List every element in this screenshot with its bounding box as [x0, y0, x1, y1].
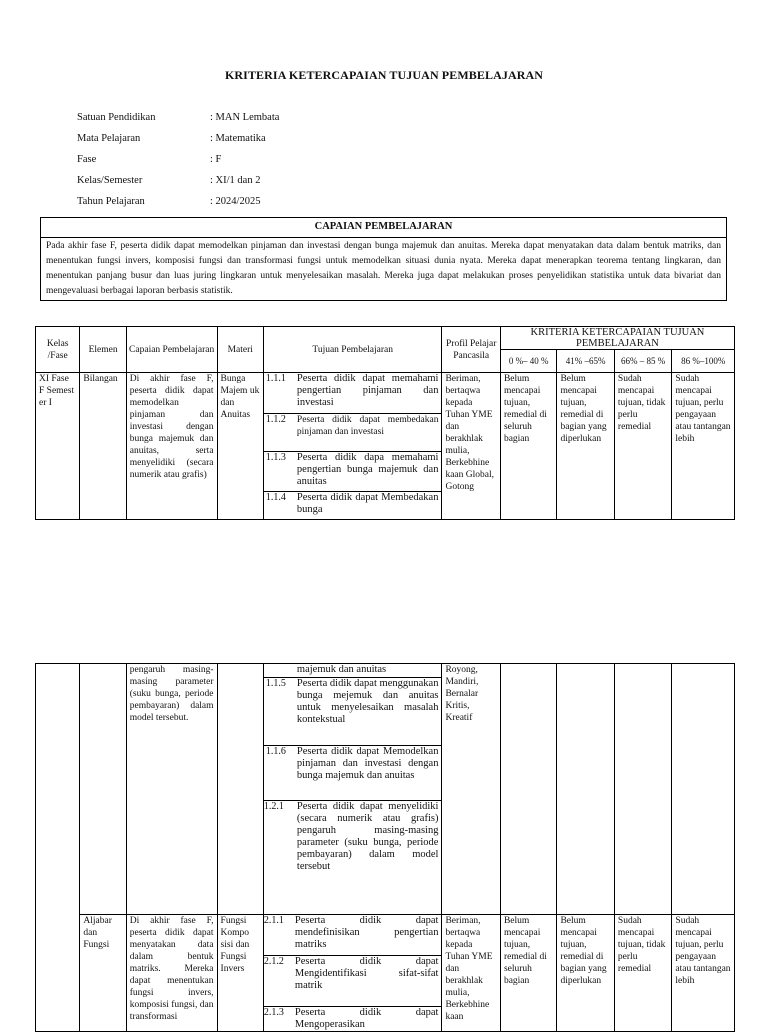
cell-criteria-3: Sudah mencapai tujuan, tidak perlu remedial	[614, 915, 671, 1032]
capaian-text: Pada akhir fase F, peserta didik dapat memodelkan pinjaman dan investasi dengan bunga majemuk dan anuitas. Mereka dapat menyatakan data dalam bentuk matriks, dan menentukan fungsi invers, komposisi fungsi dan transformasi fungsi untuk memodelkan situasi dunia nyata. Mereka dapat menerapkan teorema tentang lingkaran, dan menentukan panjang busur dan luas juring lingkaran untuk menyelesaikan masalah. Mereka juga dapat melakukan proses penyelidikan statistika untuk data bivariat dan mengevaluasi berbagai laporan berbasis statistik.	[46, 241, 721, 296]
cell-materi: Fungsi Kompo sisi dan Fungsi Invers	[217, 915, 263, 1032]
cell-criteria-3: Sudah mencapai tujuan, tidak perlu remedial	[614, 373, 671, 520]
tujuan-number: 2.1.1	[263, 915, 284, 926]
cell-criteria-2: Belum mencapai tujuan, remedial di bagian yang diperlukan	[557, 915, 614, 1032]
header-range-66-85: 66% – 85 %	[614, 350, 671, 373]
tujuan-list	[264, 664, 442, 914]
kriteria-table-continued	[35, 663, 735, 1032]
identity-label: Tahun Pelajaran	[77, 196, 145, 207]
document-title: KRITERIA KETERCAPAIAN TUJUAN PEMBELAJARAN	[224, 68, 544, 82]
tujuan-number: 1.1.4	[264, 491, 297, 518]
cell-criteria-3	[614, 664, 671, 915]
cell-capaian: pengaruh masing-masing parameter (suku bunga, periode pembayaran) dalam model tersebut.	[126, 664, 217, 915]
tujuan-text: majemuk dan anuitas	[296, 664, 387, 675]
tujuan-text: Peserta didik dapat Membedakan bunga	[297, 491, 442, 518]
identity-value: : F	[210, 154, 222, 165]
tujuan-list	[264, 373, 442, 518]
tujuan-number: 2.1.3	[264, 1006, 295, 1031]
cell-kelas	[36, 664, 80, 1032]
tujuan-text: Peserta didik dapat membedakan pinjaman dan investasi	[297, 413, 442, 451]
tujuan-text: Peserta didik dapat memahami pengertian pinjaman dan investasi	[296, 373, 439, 408]
capaian-title: CAPAIAN PEMBELAJARAN	[41, 218, 726, 238]
cell-tujuan	[263, 915, 442, 1032]
identity-value: : 2024/2025	[210, 196, 261, 207]
identity-label: Fase	[77, 154, 97, 165]
tujuan-number: 1.1.3	[264, 451, 297, 491]
tujuan-text: Peserta didik dapat Mengoperasikan	[295, 1006, 442, 1031]
cell-criteria-4	[672, 664, 735, 915]
tujuan-number: 2.1.2	[264, 955, 295, 1006]
identity-label: Satuan Pendidikan	[77, 112, 156, 123]
cell-kelas: XI Fase F Semest er I	[36, 373, 80, 520]
header-range-86-100: 86 %–100%	[672, 350, 735, 373]
tujuan-number: 1.1.5	[264, 677, 297, 745]
cell-criteria-4: Sudah mencapai tujuan, perlu pengayaan atau tantangan lebih	[672, 373, 735, 520]
cell-capaian: Di akhir fase F, peserta didik dapat memodelkan pinjaman dan investasi dengan bunga majemuk dan anuitas, serta menyelidiki (secara numerik atau grafis)	[126, 373, 217, 520]
cell-elemen	[80, 664, 126, 915]
header-tujuan: Tujuan Pembelajaran	[263, 327, 442, 373]
cell-criteria-1: Belum mencapai tujuan, remedial di seluruh bagian	[500, 373, 556, 520]
cell-tujuan	[263, 373, 442, 520]
identity-value: : MAN Lembata	[210, 112, 280, 123]
tujuan-text: Peserta didik dapat menggunakan bunga mejemuk dan anuitas untuk menyelesaikan masalah kontekstual	[297, 677, 442, 745]
header-elemen: Elemen	[80, 327, 126, 373]
cell-criteria-4: Sudah mencapai tujuan, perlu pengayaan atau tantangan lebih	[672, 915, 735, 1032]
header-range-41-65: 41% –65%	[557, 350, 614, 373]
tujuan-text: Peserta didik dapat menyelidiki (secara numerik atau grafis) pengaruh masing-masing parameter (suku bunga, periode pembayaran) dalam model tersebut	[297, 800, 442, 914]
kriteria-table	[35, 326, 735, 520]
cell-materi	[217, 664, 263, 915]
tujuan-number: 1.2.1	[264, 800, 297, 914]
identity-value: : XI/1 dan 2	[210, 175, 261, 186]
header-profil: Profil Pelajar Pancasila	[442, 327, 501, 373]
identity-value: : Matematika	[210, 133, 266, 144]
tujuan-text: Peserta didik dapat Memodelkan pinjaman dan investasi dengan bunga majemuk dan anuitas	[297, 745, 442, 800]
cell-criteria-1	[500, 664, 556, 915]
cell-elemen: Bilangan	[80, 373, 126, 520]
cell-criteria-2	[557, 664, 614, 915]
capaian-pembelajaran-box	[40, 217, 727, 301]
tujuan-text: Peserta didik dapat Mengidentifikasi sifat-sifat matrik	[295, 955, 442, 1006]
header-kriteria: KRITERIA KETERCAPAIAN TUJUAN PEMBELAJARAN	[500, 327, 734, 350]
tujuan-number: 1.1.6	[264, 745, 297, 800]
cell-elemen: Aljabar dan Fungsi	[80, 915, 126, 1032]
tujuan-text: Peserta didik dapa memahami pengertian bunga majemuk dan anuitas	[297, 451, 442, 491]
cell-profil: Beriman, bertaqwa kepada Tuhan YME dan berakhlak mulia, Berkebhine kaan	[442, 915, 501, 1032]
tujuan-number	[264, 664, 297, 677]
cell-criteria-2: Belum mencapai tujuan, remedial di bagian yang diperlukan	[557, 373, 614, 520]
cell-tujuan	[263, 664, 442, 915]
tujuan-number: 1.1.1	[265, 373, 286, 384]
cell-capaian: Di akhir fase F, peserta didik dapat menyatakan data dalam bentuk matriks. Mereka dapat menentukan fungsi invers, komposisi fungsi, dan transformasi	[126, 915, 217, 1032]
identity-label: Kelas/Semester	[77, 175, 143, 186]
cell-profil: Royong, Mandiri, Bernalar Kritis, Kreatif	[442, 664, 501, 915]
header-range-0-40: 0 %– 40 %	[500, 350, 556, 373]
cell-profil: Beriman, bertaqwa kepada Tuhan YME dan berakhlak mulia, Berkebhine kaan Global, Gotong	[442, 373, 501, 520]
cell-materi: Bunga Majem uk dan Anuitas	[217, 373, 263, 520]
tujuan-text: Peserta didik dapat mendefinisikan pengertian matriks	[294, 915, 439, 950]
tujuan-list	[264, 915, 442, 1031]
cell-criteria-1: Belum mencapai tujuan, remedial di seluruh bagian	[500, 915, 556, 1032]
identity-label: Mata Pelajaran	[77, 133, 141, 144]
header-kelas: Kelas /Fase	[36, 327, 80, 373]
tujuan-number: 1.1.2	[264, 413, 297, 451]
header-capaian: Capaian Pembelajaran	[126, 327, 217, 373]
header-materi: Materi	[217, 327, 263, 373]
